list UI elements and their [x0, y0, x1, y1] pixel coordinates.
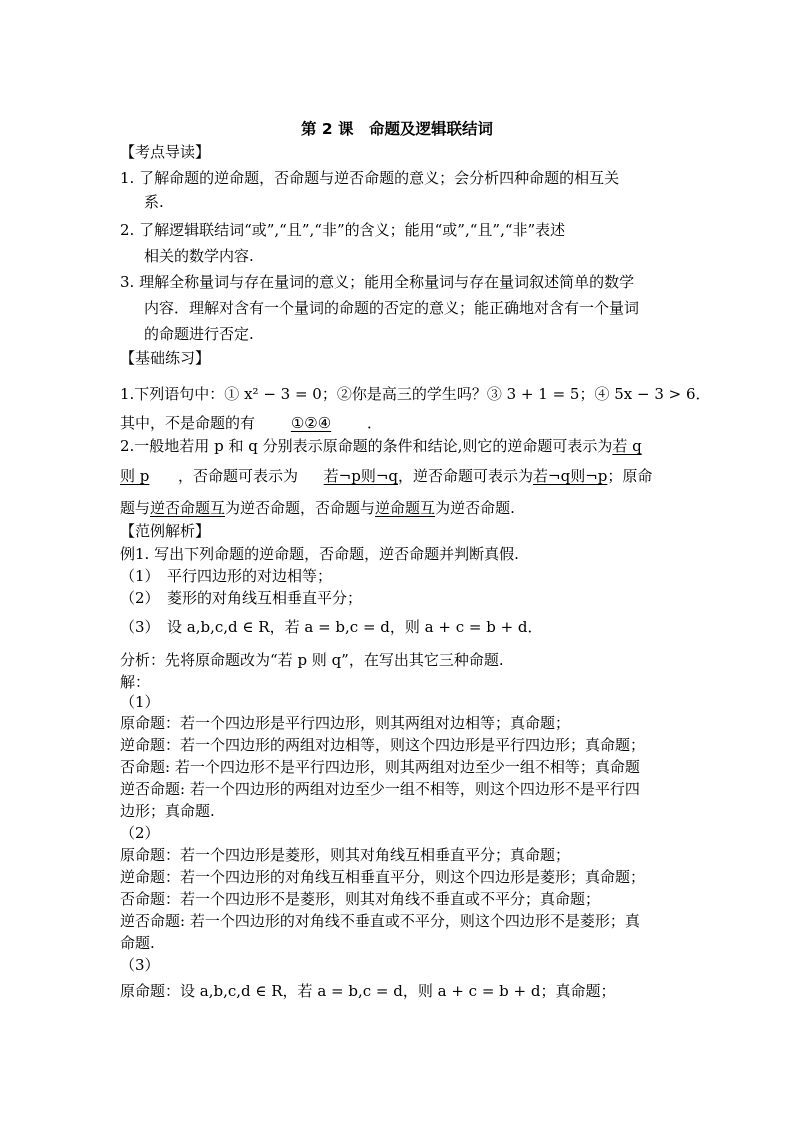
example1-prop2: （2） 菱形的对角线互相垂直平分；: [120, 589, 363, 607]
guide-item-3: 3. 理解全称量词与存在量词的意义；能用全称量词与存在量词叙述简单的数学: [120, 273, 635, 291]
guide-item-1-cont: 系.: [144, 193, 164, 211]
guide-item-2-cont: 相关的数学内容.: [144, 247, 254, 265]
solution-part1-label: （1）: [120, 693, 160, 711]
solution-part3-label: （3）: [120, 956, 160, 974]
basic-q1-prefix: 其中，不是命题的有: [120, 414, 256, 432]
basic-q2-text-5: 题与: [120, 499, 151, 517]
basic-q1-line2: [120, 413, 382, 433]
basic-q1-line1: 1.下列语句中：① x² − 3 = 0；②你是高三的学生吗？③ 3 + 1 = 5；④ 5x − 3 > 6．: [120, 385, 711, 403]
solution-part1-contrapositive: 逆否命题: 若一个四边形的两组对边至少一组不相等，则这个四边形不是平行四: [120, 780, 640, 798]
basic-q2-text: 2.一般地若用 p 和 q 分别表示原命题的条件和结论,则它的逆命题可表示为: [120, 437, 613, 455]
basic-q2-answer-converse-a: 若 q: [612, 437, 642, 455]
solution-part1-original: 原命题：若一个四边形是平行四边形，则其两组对边相等；真命题；: [120, 714, 571, 732]
section-example-heading: 【范例解析】: [120, 522, 211, 540]
solution-part1-contrapositive-cont: 边形；真命题.: [120, 802, 215, 820]
solution-part2-contrapositive-cont: 命题.: [120, 934, 155, 952]
example1-intro: 例1. 写出下列命题的逆命题，否命题，逆否命题并判断真假.: [120, 545, 519, 563]
basic-q2-line2: [120, 466, 652, 486]
basic-q2-answer-4: 逆否命题互: [150, 499, 226, 517]
example1-prop3: （3） 设 a,b,c,d ∈ R，若 a = b,c = d，则 a + c = b + d．: [120, 618, 543, 636]
basic-q1-answer: ①②④: [290, 414, 332, 432]
basic-q2-answer-5: 逆命题互: [375, 499, 436, 517]
page-title: 第 2 课 命题及逻辑联结词: [300, 120, 494, 138]
basic-q2-answer-contrapositive: 若¬q则¬p: [533, 467, 608, 485]
solution-part2-original: 原命题：若一个四边形是菱形，则其对角线互相垂直平分；真命题；: [120, 846, 571, 864]
solution-part1-inverse: 否命题: 若一个四边形不是平行四边形，则其两组对边至少一组不相等；真命题: [120, 758, 640, 776]
guide-item-3-cont2: 的命题进行否定.: [144, 325, 254, 343]
basic-q2-text-2: ，否命题可表示为: [178, 467, 299, 485]
solution-part2-contrapositive: 逆否命题: 若一个四边形的对角线不垂直或不平分，则这个四边形不是菱形；真: [120, 912, 640, 930]
basic-q2-text-4: ；原命: [607, 467, 653, 485]
example1-solution-label: 解：: [120, 673, 151, 691]
solution-part2-label: （2）: [120, 824, 160, 842]
basic-q1-suffix: ．: [367, 414, 383, 432]
solution-part3-original: 原命题：设 a,b,c,d ∈ R，若 a = b,c = d，则 a + c = b + d；真命题；: [120, 982, 616, 1000]
example1-prop1: （1） 平行四边形的对边相等；: [120, 567, 333, 585]
section-basic-heading: 【基础练习】: [120, 349, 211, 367]
guide-item-2: 2. 了解逻辑联结词“或”,“且”,“非”的含义；能用“或”,“且”,“非”表述: [120, 221, 566, 239]
solution-part2-converse: 逆命题：若一个四边形的对角线互相垂直平分，则这个四边形是菱形；真命题；: [120, 868, 646, 886]
basic-q2-answer-converse-b: 则 p: [120, 467, 150, 485]
basic-q2-text-3: ，逆否命题可表示为: [398, 467, 534, 485]
section-guide-heading: 【考点导读】: [120, 143, 211, 161]
basic-q2-line1: [120, 436, 642, 456]
solution-part1-converse: 逆命题：若一个四边形的两组对边相等，则这个四边形是平行四边形；真命题；: [120, 736, 646, 754]
solution-part2-inverse: 否命题：若一个四边形不是菱形，则其对角线不垂直或不平分；真命题；: [120, 890, 601, 908]
example1-analysis: 分析：先将原命题改为“若 p 则 q”，在写出其它三种命题.: [120, 651, 504, 669]
basic-q2-line3: [120, 498, 515, 518]
basic-q2-answer-inverse: 若¬p则¬q: [323, 467, 399, 485]
basic-q2-text-7: 为逆否命题.: [435, 499, 515, 517]
guide-item-1: 1. 了解命题的逆命题，否命题与逆否命题的意义；会分析四种命题的相互关: [120, 169, 620, 187]
guide-item-3-cont: 内容．理解对含有一个量词的命题的否定的意义；能正确地对含有一个量词: [144, 299, 640, 317]
basic-q2-text-6: 为逆否命题，否命题与: [225, 499, 376, 517]
